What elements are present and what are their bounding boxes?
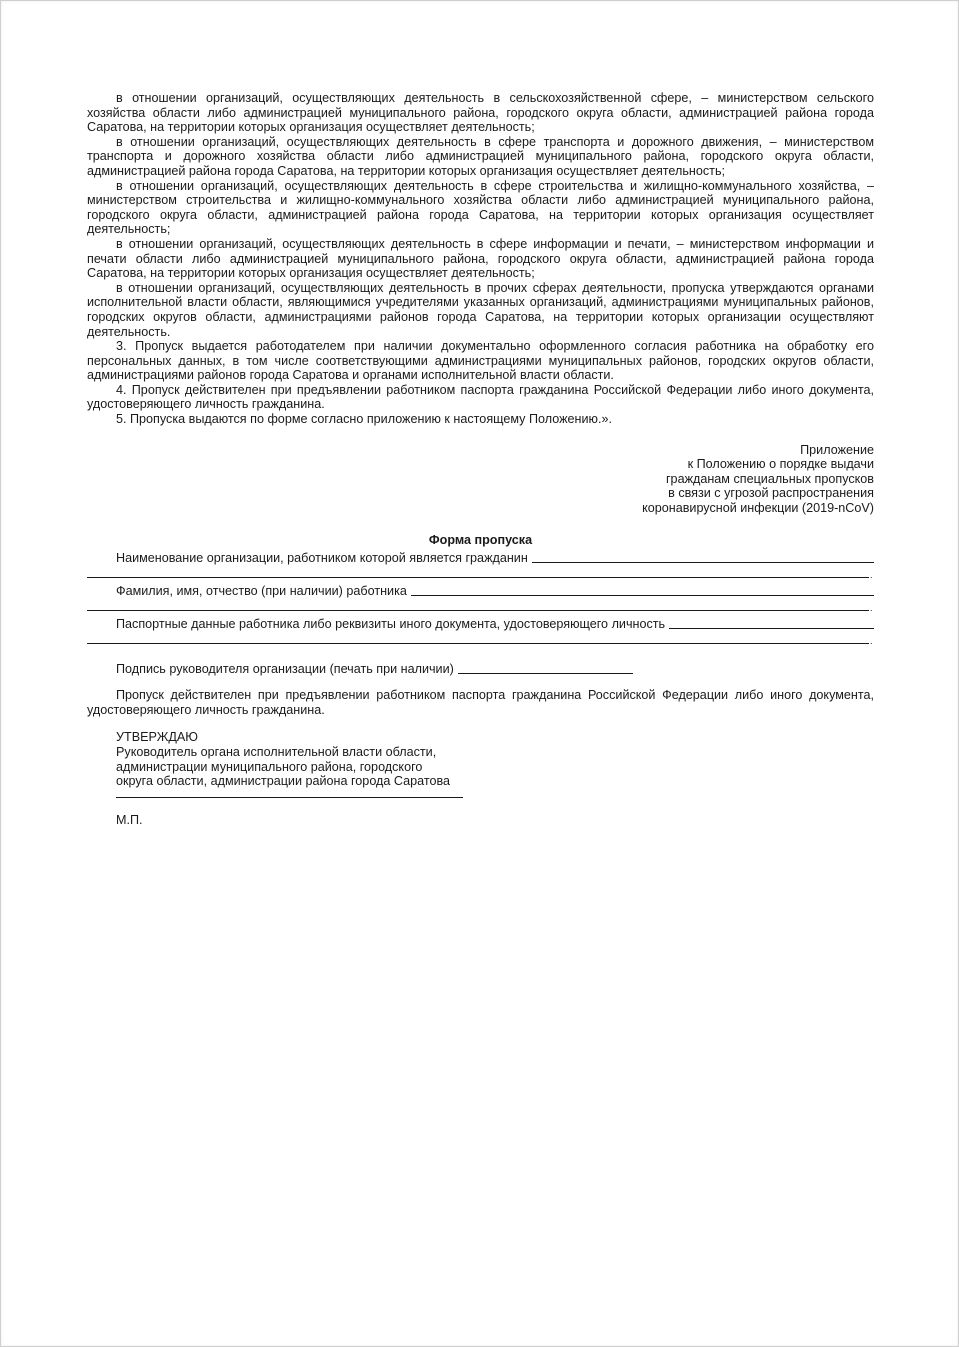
document-content (87, 91, 874, 827)
approve-heading: УТВЕРЖДАЮ (116, 730, 199, 745)
stamp-placeholder: М.П. (116, 812, 143, 827)
appendix-line: Приложение (800, 442, 874, 457)
form-field-passport (87, 616, 874, 646)
fill-line (87, 610, 869, 611)
field-label: Наименование организации, работником которой является гражданин (116, 550, 528, 565)
appendix-header (87, 443, 874, 516)
field-label: Фамилия, имя, отчество (при наличии) работника (116, 583, 407, 598)
fill-line (87, 643, 869, 644)
paragraph-other-spheres: в отношении организаций, осуществляющих деятельность в прочих сферах деятельности, пропуска утверждаются органами исполнительной власти области, являющимися учредителями указанных организаций, администрациями муниципальных районов, городских округов области, администрациями районов города Саратова, на территории которых организации осуществляют деятельность. (87, 280, 874, 339)
approve-line: Руководитель органа исполнительной власти области, (116, 745, 437, 759)
approver-signature-line (116, 789, 463, 798)
appendix-line: в связи с угрозой распространения (668, 486, 874, 501)
paragraph-item-4: 4. Пропуск действителен при предъявлении работником паспорта гражданина Российской Федерации либо иного документа, удостоверяющего личность гражданина. (87, 382, 874, 412)
end-mark: . (870, 636, 873, 647)
fill-line (87, 577, 869, 578)
appendix-line: к Положению о порядке выдачи (687, 457, 874, 472)
fill-line (411, 594, 874, 596)
paragraph-item-5: 5. Пропуска выдаются по форме согласно приложению к настоящему Положению.». (116, 412, 612, 427)
form-field-full-name (87, 583, 874, 613)
field-label: Паспортные данные работника либо реквизиты иного документа, удостоверяющего личность (116, 616, 666, 631)
appendix-line: гражданам специальных пропусков (665, 471, 874, 486)
end-mark: . (870, 603, 873, 614)
appendix-line: коронавирусной инфекции (2019-nCoV) (642, 501, 874, 516)
validity-note: Пропуск действителен при предъявлении работником паспорта гражданина Российской Федерации либо иного документа, удостоверяющего личность гражданина. (87, 688, 874, 717)
paragraph-transport: в отношении организаций, осуществляющих деятельность в сфере транспорта и дорожного движения, – министерством транспорта и дорожного хозяйства области либо администрацией муниципального района, городского округа области, администрацией района города Саратова, на территории которых организация осуществляет деятельность; (87, 134, 874, 178)
fill-line (669, 627, 874, 629)
signature-fill-line (458, 673, 633, 674)
approval-block (87, 730, 874, 797)
paragraph-information: в отношении организаций, осуществляющих деятельность в сфере информации и печати, – министерством информации и печати области либо администрацией муниципального района, городского округа области, администрацией района города Саратова, на территории которых организация осуществляет деятельность; (87, 236, 874, 281)
fill-line (532, 561, 874, 563)
approve-line: округа области, администрации района города Саратова (116, 774, 451, 789)
end-mark: . (870, 570, 873, 581)
paragraph-agriculture: в отношении организаций, осуществляющих деятельность в сельскохозяйственной сфере, – министерством сельского хозяйства области либо администрацией муниципального района, городского округа области, администрацией района города Саратова, на территории которых организация осуществляет деятельность; (87, 91, 874, 135)
approve-line: администрации муниципального района, городского (116, 759, 423, 774)
signature-label: Подпись руководителя организации (печать при наличии) (116, 661, 454, 676)
paragraph-construction: в отношении организаций, осуществляющих деятельность в сфере строительства и жилищно-коммунального хозяйства, – министерством строительства и жилищно-коммунального хозяйства области либо администрацией муниципального района, городского округа области, администрацией района города Саратова, на территории которых организация осуществляет деятельность; (87, 178, 874, 237)
signature-field (87, 661, 874, 676)
form-title: Форма пропуска (428, 532, 533, 547)
paragraph-item-3: 3. Пропуск выдается работодателем при наличии документально оформленного согласия работника на обработку его персональных данных, в том числе соответствующими администрациями муниципальных районов, городских округов области, администрациями районов города Саратова и органами исполнительной власти области. (87, 339, 874, 383)
form-field-organization (87, 550, 874, 580)
